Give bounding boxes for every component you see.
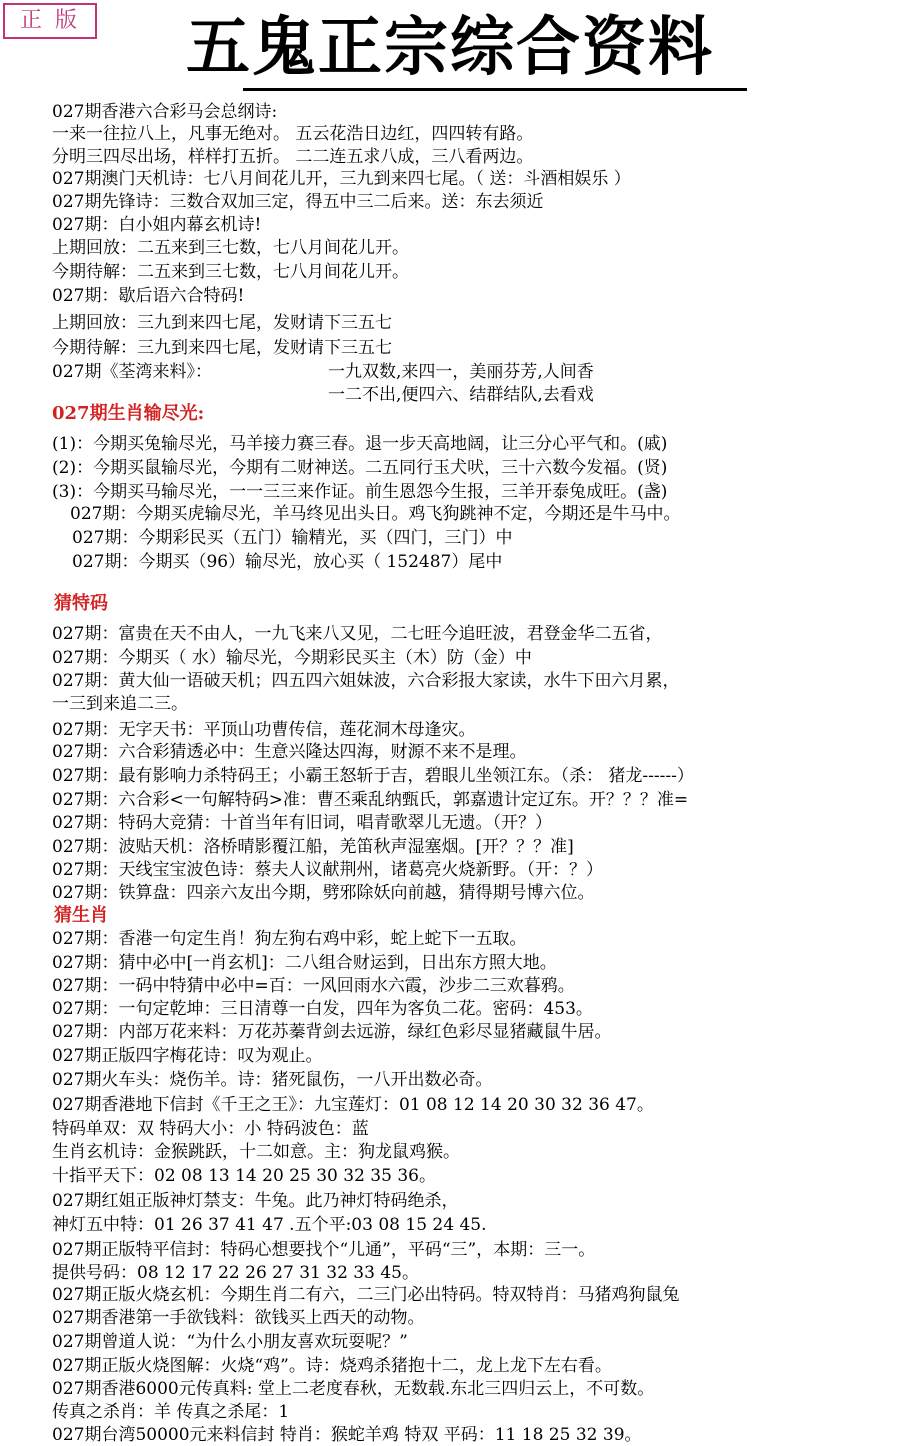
text-line: 一三到来追二三。 <box>52 694 188 714</box>
text-line: 027期：铁算盘：四亲六友出今期，劈邪除妖向前越，猜得期号博六位。 <box>52 883 595 903</box>
text-line: 今期待解：三九到来四七尾，发财请下三五七 <box>52 338 392 358</box>
text-line: 027期台湾50000元来料信封 特肖：猴蛇羊鸡 特双 平码：11 18 25 32 39。 <box>52 1425 642 1445</box>
text-line: 特码单双：双 特码大小：小 特码波色：蓝 <box>52 1119 369 1139</box>
text-line: 027期正版火烧玄机：今期生肖二有六，二三门必出特码。特双特肖：马猪鸡狗鼠兔 <box>52 1285 680 1305</box>
text-line: 027期：无字天书：平顶山功曹传信，莲花洞木母逢灾。 <box>52 720 476 740</box>
text-line: 027期：黄大仙一语破天机；四五四六姐妹波，六合彩报大家读，水牛下田六月累， <box>52 671 680 691</box>
tsuen-wan-verse: 一二不出,便四六、结群结队,去看戏 <box>328 385 594 405</box>
text-line: 027期：一句定乾坤：三日清尊一白发，四年为客负二花。密码：453。 <box>52 999 593 1019</box>
text-line: 027期先锋诗：三数合双加三定，得五中三二后来。送：东去须近 <box>52 192 544 212</box>
genuine-badge: 正 版 <box>3 3 97 39</box>
text-line: 027期正版特平信封：特码心想要找个“儿通”，平码“三”，本期：三一。 <box>52 1240 596 1260</box>
text-line: 027期：猜中必中[一肖玄机]：二八组合财运到，日出东方照大地。 <box>52 953 557 973</box>
text-line: 今期待解：二五来到三七数，七八月间花儿开。 <box>52 262 409 282</box>
text-line: 027期火车头：烧伤羊。诗：猪死鼠伤，一八开出数必奇。 <box>52 1070 493 1090</box>
text-line: 027期：今期买虎输尽光，羊马终见出头日。鸡飞狗跳神不定，今期还是牛马中。 <box>70 504 681 524</box>
text-line: 027期曾道人说：“为什么小朋友喜欢玩耍呢？” <box>52 1332 408 1352</box>
text-line: 生肖玄机诗：金猴跳跃，十二如意。主：狗龙鼠鸡猴。 <box>52 1142 460 1162</box>
text-line: 027期：白小姐内幕玄机诗! <box>52 215 262 235</box>
text-line: (3)：今期买马输尽光，一一三三来作证。前生恩怨今生报，三羊开泰兔成旺。(盏) <box>52 482 668 502</box>
text-line: 027期香港地下信封《千王之王》：九宝莲灯：01 08 12 14 20 30 32 36 47。 <box>52 1095 654 1115</box>
text-line: 提供号码：08 12 17 22 26 27 31 32 33 45。 <box>52 1263 419 1283</box>
text-line: 027期：香港一句定生肖！狗左狗右鸡中彩，蛇上蛇下一五取。 <box>52 929 527 949</box>
text-line: 神灯五中特：01 26 37 41 47 .五个平:03 08 15 24 45. <box>52 1215 487 1235</box>
text-line: 027期：歇后语六合特码! <box>52 286 245 306</box>
text-line: 027期香港6000元传真料: 堂上二老度春秋，无数载.东北三四归云上，不可数。 <box>52 1379 655 1399</box>
text-line: (2)：今期买鼠输尽光，今期有二财神送。二五同行玉犬吠，三十六数今发福。(贤) <box>52 458 668 478</box>
section-heading: 027期生肖输尽光: <box>52 403 205 424</box>
text-line: 027期：天线宝宝波色诗：蔡夫人议献荆州，诸葛亮火烧新野。（开：？） <box>52 860 603 880</box>
title-underline <box>243 88 747 91</box>
text-line: 十指平天下：02 08 13 14 20 25 30 32 35 36。 <box>52 1166 436 1186</box>
text-line: 027期澳门天机诗：七八月间花儿开，三九到来四七尾。（ 送：斗酒相娱乐 ） <box>52 169 631 189</box>
text-line: 027期：六合彩<一句解特码>准：曹丕乘乱纳甄氏，郭嘉遗计定辽东。开？？？准= <box>52 790 689 810</box>
text-line: 027期：今期买（96）输尽光，放心买（ 152487）尾中 <box>72 552 503 572</box>
text-line: 027期：今期买（ 水）输尽光，今期彩民买主（木）防（金）中 <box>52 648 532 668</box>
text-line: 027期：内部万花来料：万花苏蓁背剑去远游，绿红色彩尽显猪藏鼠牛居。 <box>52 1022 612 1042</box>
page-title: 五鬼正宗综合资料 <box>186 10 714 85</box>
section-heading: 猜生肖 <box>54 905 108 926</box>
text-line: 027期：最有影响力杀特码王；小霸王怒斩于吉，碧眼儿坐领江东。（杀： 猪龙------） <box>52 766 694 786</box>
section-heading: 猜特码 <box>54 593 108 614</box>
text-line: 027期香港六合彩马会总纲诗: <box>52 102 278 122</box>
text-line: 027期：一码中特猜中必中=百：一风回雨水六霞，沙步二三欢暮鸦。 <box>52 976 575 996</box>
text-line: 027期：特码大竞猜：十首当年有旧词，唱青歌翠儿无遗。（开？） <box>52 813 552 833</box>
text-line: 027期：六合彩猜透必中：生意兴隆达四海，财源不来不是理。 <box>52 742 527 762</box>
text-line: 上期回放：二五来到三七数，七八月间花儿开。 <box>52 238 409 258</box>
text-line: 027期：富贵在天不由人，一九飞来八又见，二七旺今追旺波，君登金华二五省， <box>52 624 663 644</box>
tsuen-wan-verse: 一九双数,来四一，美丽芬芳,人间香 <box>328 362 594 382</box>
text-line: 027期正版火烧图解：火烧“鸡”。诗：烧鸡杀猪抱十二，龙上龙下左右看。 <box>52 1356 612 1376</box>
text-line: 传真之杀肖：羊 传真之杀尾：1 <box>52 1402 290 1422</box>
text-line: 027期：今期彩民买（五门）输精光，买（四门，三门）中 <box>72 528 513 548</box>
text-line: 027期红姐正版神灯禁支：牛兔。此乃神灯特码绝杀， <box>52 1191 459 1211</box>
text-line: 027期：波贴天机：洛桥晴影覆江船，羌笛秋声湿塞烟。[开？？？准] <box>52 837 574 857</box>
text-line: 027期《荃湾来料》： <box>52 362 212 382</box>
text-line: 一来一往拉八上，凡事无绝对。 五云花浩日边红，四四转有路。 <box>52 124 534 144</box>
text-line: (1)：今期买兔输尽光，马羊接力赛三春。退一步天高地阔，让三分心平气和。(戚) <box>52 434 668 454</box>
text-line: 027期正版四字梅花诗：叹为观止。 <box>52 1046 323 1066</box>
text-line: 分明三四尽出场，样样打五折。 二二连五求八成，三八看两边。 <box>52 147 534 167</box>
text-line: 027期香港第一手欲钱料：欲钱买上西天的动物。 <box>52 1308 425 1328</box>
text-line: 上期回放：三九到来四七尾，发财请下三五七 <box>52 313 392 333</box>
